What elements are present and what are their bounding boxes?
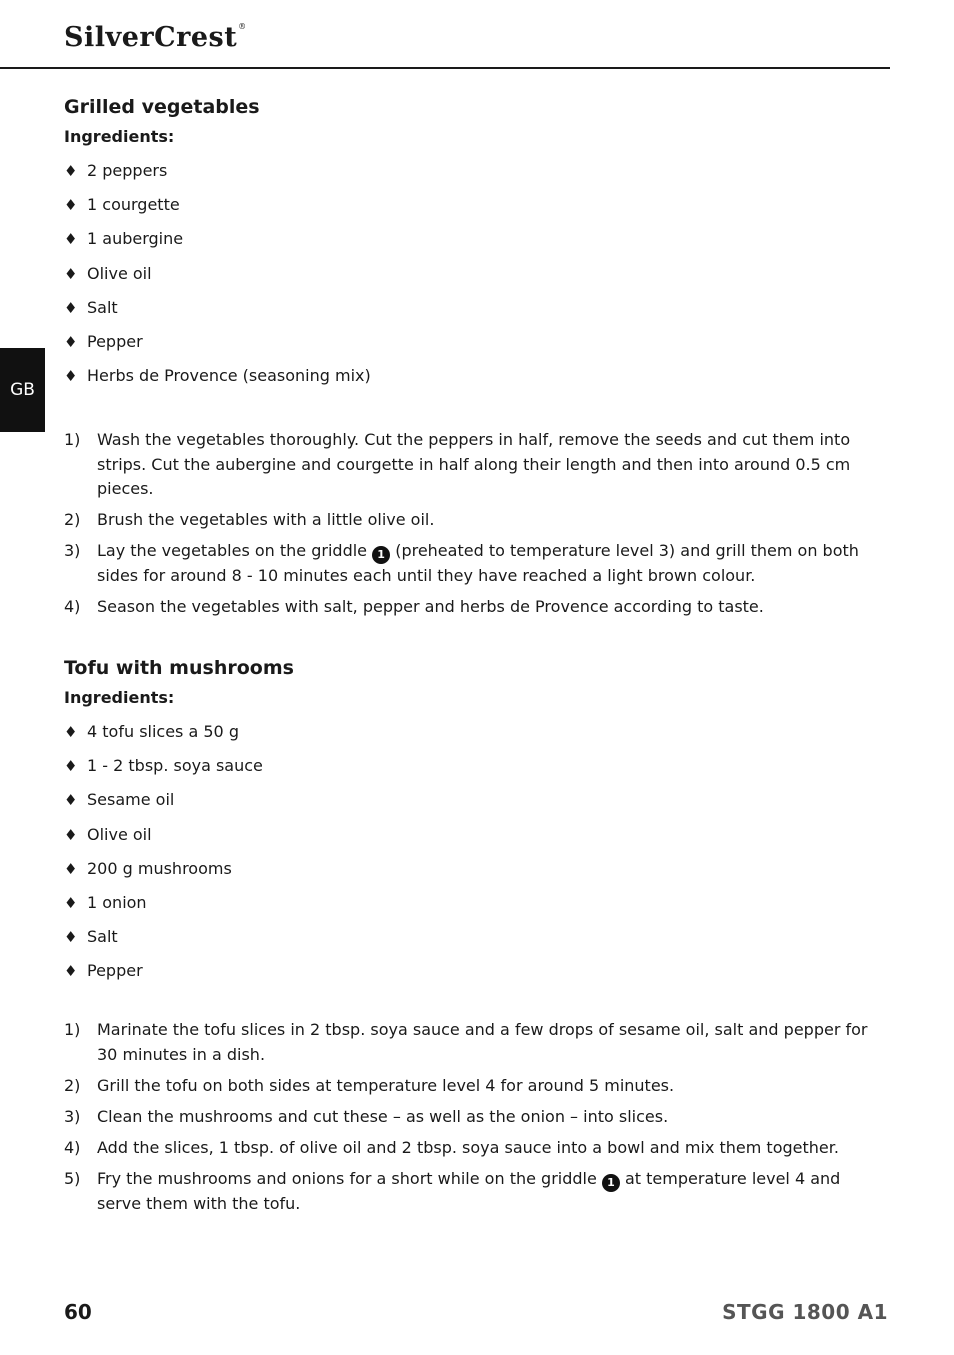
step-text: Brush the vegetables with a little olive oil. [97, 510, 435, 529]
ingredient-text: Salt [87, 927, 118, 947]
bullet-icon: ♦ [64, 162, 78, 180]
bullet-icon: ♦ [64, 928, 78, 947]
bullet-icon: ♦ [64, 962, 78, 981]
model-number: STGG 1800 A1 [722, 1300, 888, 1324]
ingredient-item [64, 859, 884, 893]
ingredient-text: Salt [87, 297, 118, 317]
ingredient-text: Olive oil [87, 824, 152, 844]
step-text-before: Lay the vegetables on the griddle [97, 541, 373, 560]
step-number: 2) [64, 510, 81, 529]
steps-list [64, 428, 884, 626]
ingredients-label: Ingredients: [64, 688, 175, 707]
step-text: Season the vegetables with salt, pepper and herbs de Provence according to taste. [97, 597, 764, 616]
registered-mark: ® [238, 22, 247, 31]
step-number: 3) [64, 1106, 81, 1126]
ingredient-item [64, 790, 884, 824]
step-number: 2) [64, 1075, 81, 1095]
header-divider [0, 67, 890, 69]
ingredient-item [64, 298, 884, 332]
step-number: 4) [64, 1137, 81, 1157]
recipe-tofu-with-mushrooms [64, 656, 884, 996]
step-text: Clean the mushrooms and cut these – as well as the onion – into slices. [97, 1106, 669, 1126]
ingredient-text: 200 g mushrooms [87, 858, 232, 878]
step-text-after: at temperature level 4 and serve them with the tofu. [97, 1168, 841, 1213]
step-item [64, 539, 884, 589]
bullet-icon: ♦ [64, 723, 78, 741]
ingredient-text: Olive oil [87, 263, 152, 283]
step-item [64, 1167, 884, 1217]
step-item [64, 508, 884, 533]
ingredient-text: Sesame oil [87, 790, 175, 810]
bullet-icon: ♦ [64, 298, 78, 317]
ingredient-item [64, 756, 884, 790]
ingredient-item [64, 825, 884, 859]
step-number: 4) [64, 597, 81, 616]
bullet-icon: ♦ [64, 196, 78, 215]
ingredient-text: 4 tofu slices a 50 g [87, 722, 239, 741]
bullet-icon: ♦ [64, 230, 78, 249]
ingredient-text: 1 aubergine [87, 229, 184, 249]
brand-logo [64, 22, 247, 53]
bullet-icon: ♦ [64, 367, 78, 386]
ingredient-text: Pepper [87, 961, 143, 981]
ingredient-item [64, 161, 884, 195]
step-item [64, 1105, 884, 1130]
ingredient-item [64, 722, 884, 756]
step-text-before: Fry the mushrooms and onions for a short while on the griddle [97, 1168, 602, 1188]
ingredient-text: 2 peppers [87, 161, 168, 180]
step-number: 3) [64, 541, 81, 560]
bullet-icon: ♦ [64, 893, 78, 912]
step-text: Marinate the tofu slices in 2 tbsp. soya sauce and a few drops of sesame oil, salt and pepper for 30 minutes in a dish. [97, 1020, 868, 1064]
ingredients-list [64, 722, 884, 996]
step-text: Add the slices, 1 tbsp. of olive oil and 2 tbsp. soya sauce into a bowl and mix them together. [97, 1137, 839, 1157]
steps-list [64, 1018, 884, 1223]
language-tab: GB [0, 348, 45, 432]
ingredient-text: 1 - 2 tbsp. soya sauce [87, 756, 263, 776]
ingredient-item [64, 927, 884, 961]
bullet-icon: ♦ [64, 757, 78, 776]
bullet-icon: ♦ [64, 791, 78, 810]
bullet-icon: ♦ [64, 825, 78, 844]
bullet-icon: ♦ [64, 859, 78, 878]
step-text: Wash the vegetables thoroughly. Cut the peppers in half, remove the seeds and cut them into strips. Cut the aubergine and courgette in half along their length and then into around 0.5 cm pieces. [97, 430, 851, 498]
ingredient-item [64, 332, 884, 366]
ingredient-item [64, 961, 884, 995]
ingredients-list [64, 161, 884, 400]
step-text [97, 1167, 884, 1217]
step-number: 1) [64, 430, 81, 449]
step-item [64, 1136, 884, 1161]
bullet-icon: ♦ [64, 264, 78, 283]
step-item [64, 1018, 884, 1067]
ingredient-item [64, 195, 884, 229]
step-item [64, 428, 884, 502]
step-text [97, 539, 884, 589]
page-number: 60 [64, 1300, 92, 1324]
step-text: Grill the tofu on both sides at temperature level 4 for around 5 minutes. [97, 1075, 675, 1095]
ingredient-item [64, 893, 884, 927]
step-item [64, 1074, 884, 1099]
griddle-ref-icon: 1 [372, 546, 390, 564]
step-number: 5) [64, 1168, 81, 1188]
bullet-icon: ♦ [64, 332, 78, 351]
recipe-title: Tofu with mushrooms [64, 657, 294, 679]
ingredient-text: 1 onion [87, 892, 147, 912]
ingredient-item [64, 366, 884, 400]
step-text-after: (preheated to temperature level 3) and grill them on both sides for around 8 - 10 minutes each until they have reached a light brown colour. [97, 541, 859, 585]
griddle-ref-icon: 1 [602, 1174, 620, 1192]
recipe-title: Grilled vegetables [64, 96, 260, 118]
recipe-grilled-vegetables [64, 95, 884, 400]
ingredient-text: Pepper [87, 331, 143, 351]
ingredient-item [64, 264, 884, 298]
ingredients-label: Ingredients: [64, 127, 175, 146]
ingredient-text: 1 courgette [87, 195, 180, 215]
brand-name: SilverCrest [64, 22, 238, 53]
ingredient-item [64, 229, 884, 263]
ingredient-text: Herbs de Provence (seasoning mix) [87, 366, 371, 386]
step-item [64, 595, 884, 620]
step-number: 1) [64, 1020, 81, 1039]
